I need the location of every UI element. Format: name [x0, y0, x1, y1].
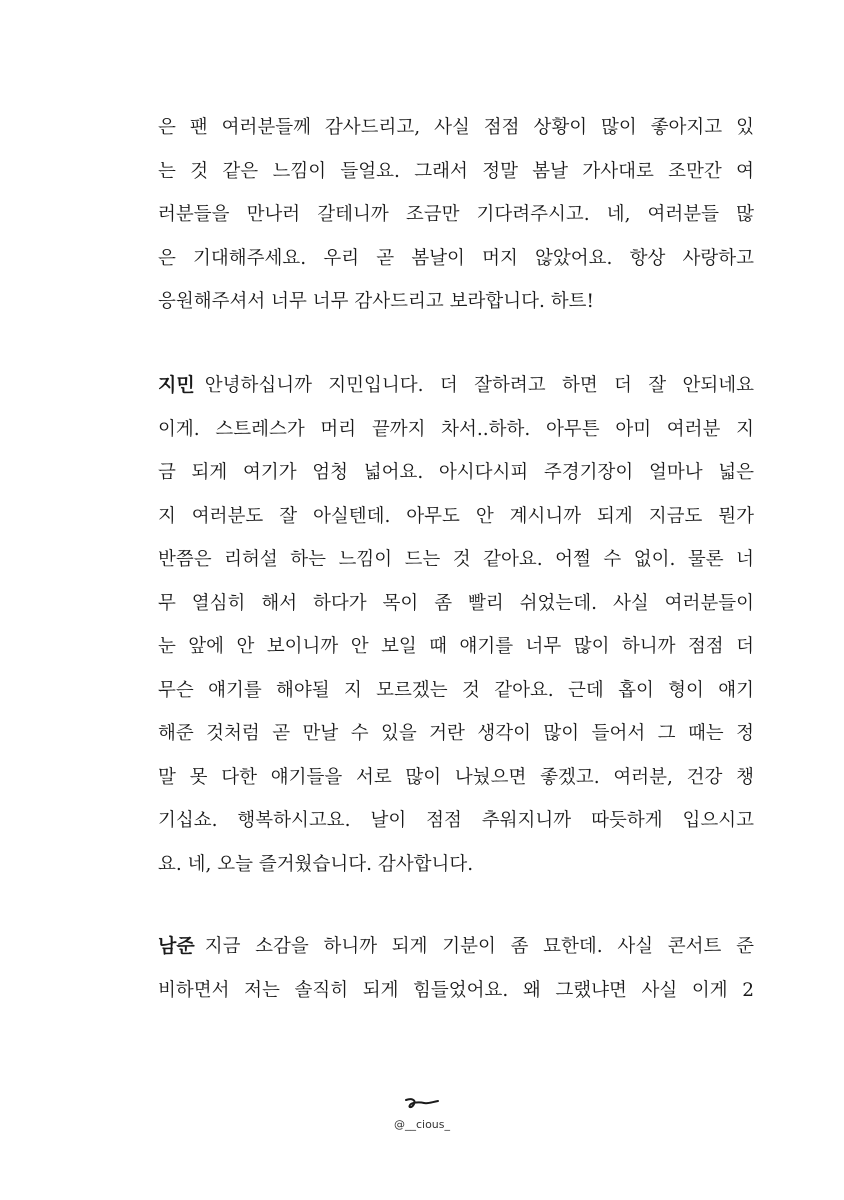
- paragraph-intro-continuation: [158, 106, 754, 324]
- text-line: 이게. 스트레스가 머리 끝까지 차서..하하. 아무튼 아미 여러분 지: [158, 418, 754, 440]
- text-line: 반쯤은 리허설 하는 느낌이 드는 것 같아요. 어쩔 수 없이. 물론 너: [158, 549, 754, 570]
- speech-text: 지금 소감을 하니까 되게 기분이 좀 묘한데. 사실 콘서트 준: [204, 936, 754, 957]
- text-line: 무슨 얘기를 해야될 지 모르겠는 것 같아요. 근데 홉이 형이 얘기: [158, 679, 754, 701]
- text-line: 금 되게 여기가 엄청 넓어요. 아시다시피 주경기장이 얼마나 넓은: [158, 462, 754, 483]
- text-line: 은 팬 여러분들께 감사드리고, 사실 점점 상황이 많이 좋아지고 있: [158, 117, 754, 138]
- text-line: 비하면서 저는 솔직히 되게 힘들었어요. 왜 그랬냐면 사실 이게 2: [158, 979, 754, 1001]
- speech-text: 안녕하십니까 지민입니다. 더 잘하려고 하면 더 잘 안되네요: [204, 375, 754, 396]
- text-line: 해준 것처럼 곧 만날 수 있을 거란 생각이 많이 들어서 그 때는 정: [158, 723, 754, 744]
- text-line: 지 여러분도 잘 아실텐데. 아무도 안 계시니까 되게 지금도 뭔가: [158, 505, 754, 527]
- text-line: 는 것 같은 느낌이 들얼요. 그래서 정말 봄날 가사대로 조만간 여: [158, 160, 754, 182]
- speaker-name: 지민: [158, 374, 195, 396]
- speaker-name: 남준: [158, 935, 195, 957]
- text-line: 말 못 다한 얘기들을 서로 많이 나눴으면 좋겠고. 여러분, 건강 챙: [158, 766, 754, 788]
- text-line: 응원해주셔서 너무 너무 감사드리고 보라합니다. 하트!: [158, 291, 594, 312]
- signature-logo-icon: [402, 1096, 442, 1112]
- text-line: 은 기대해주세요. 우리 곧 봄날이 머지 않았어요. 항상 사랑하고: [158, 247, 754, 269]
- footer: [0, 1096, 844, 1131]
- text-line: 눈 앞에 안 보이니까 안 보일 때 얘기를 너무 많이 하니까 점점 더: [158, 636, 754, 657]
- text-line-first: [158, 364, 754, 408]
- text-line: 러분들을 만나러 갈테니까 조금만 기다려주시고. 네, 여러분들 많: [158, 204, 754, 225]
- text-line: 요. 네, 오늘 즐거웠습니다. 감사합니다.: [158, 853, 474, 875]
- paragraph-jimin: [158, 364, 754, 886]
- paragraph-namjoon: [158, 925, 754, 1012]
- text-line-first: [158, 925, 754, 969]
- author-handle: @__cious_: [393, 1118, 451, 1131]
- text-line: 무 열심히 해서 하다가 목이 좀 빨리 쉬었는데. 사실 여러분들이: [158, 592, 754, 614]
- text-line: 기십쇼. 행복하시고요. 날이 점점 추워지니까 따듯하게 입으시고: [158, 810, 754, 831]
